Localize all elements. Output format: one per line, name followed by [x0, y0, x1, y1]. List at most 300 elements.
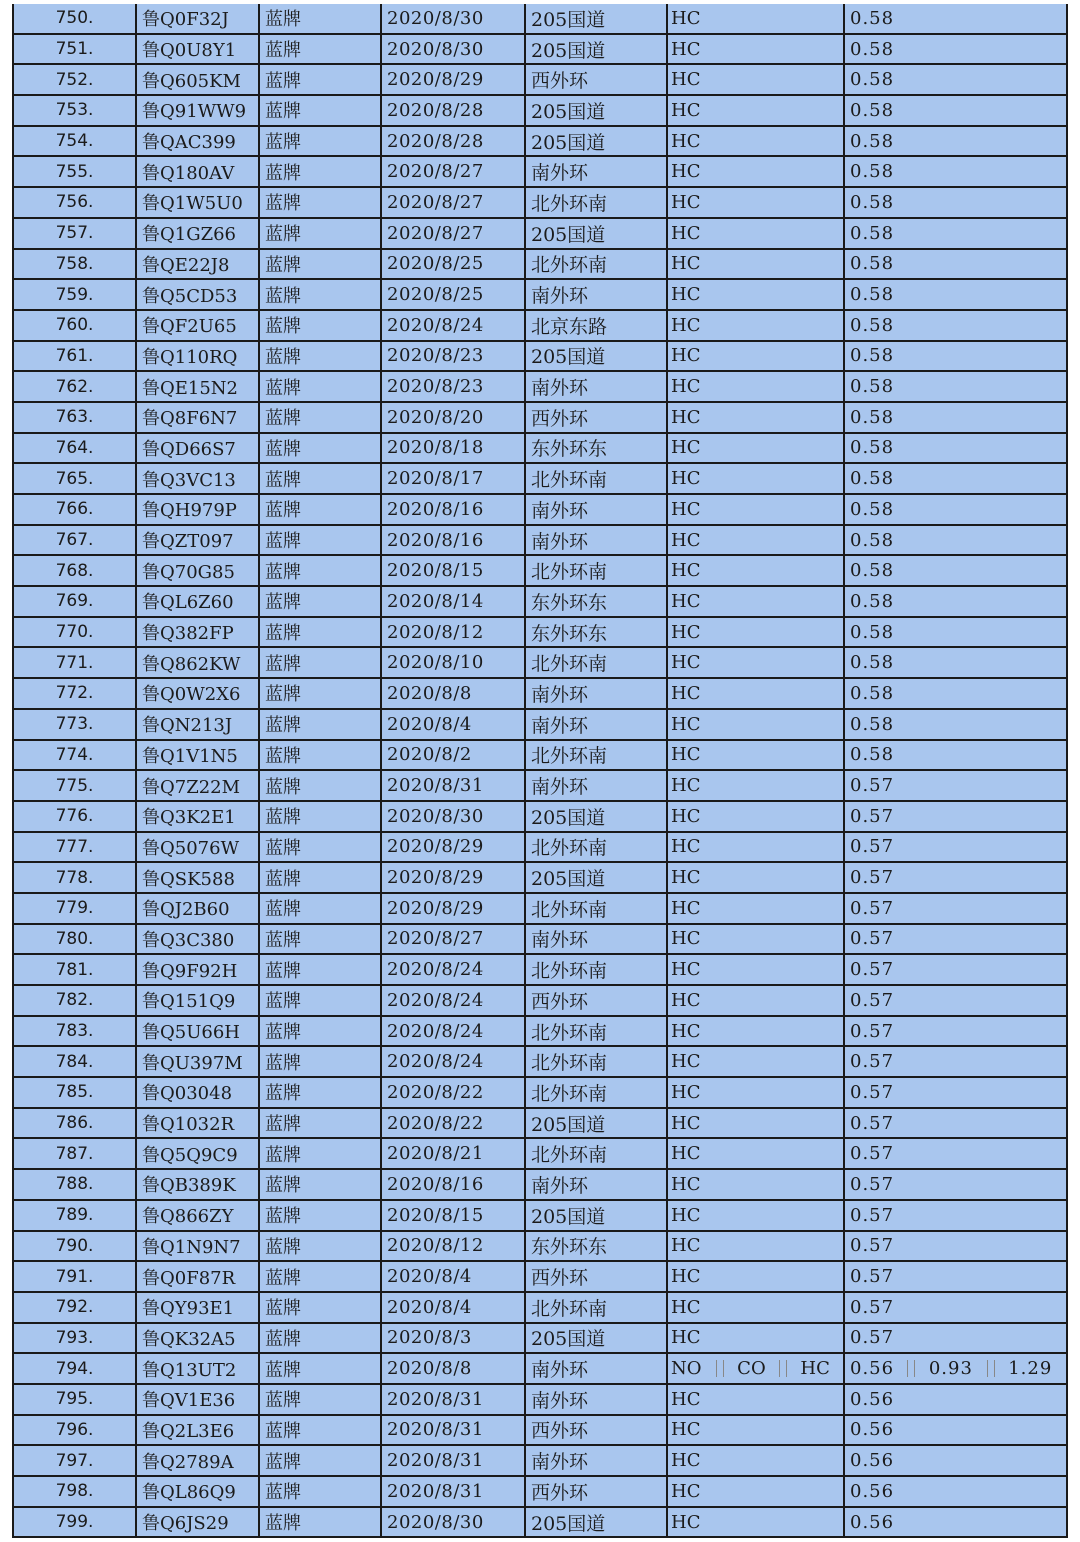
value-cell: 0.57 — [850, 1173, 895, 1195]
location-cell: 南外环 — [526, 495, 668, 524]
row-index-cell: 793. — [14, 1324, 137, 1353]
vehicle-emission-table — [12, 4, 1068, 1538]
row-index-cell: 781. — [14, 955, 137, 984]
table-row — [14, 618, 1066, 649]
pollutant-cell: HC — [668, 342, 845, 371]
table-row — [14, 710, 1066, 741]
table-row — [14, 986, 1066, 1017]
plate-number-cell: 鲁Q3C380 — [137, 925, 260, 954]
plate-color-cell: 蓝牌 — [260, 1477, 382, 1506]
plate-color-cell: 蓝牌 — [260, 1324, 382, 1353]
date-cell: 2020/8/30 — [382, 1508, 526, 1537]
value-cell: 0.57 — [850, 1235, 895, 1257]
sub-cell-divider — [907, 1360, 915, 1377]
location-cell: 205国道 — [526, 802, 668, 831]
value-cell — [845, 1354, 1066, 1383]
table-row — [14, 1262, 1066, 1293]
date-cell: 2020/8/24 — [382, 1017, 526, 1046]
value-cell: 0.57 — [850, 775, 895, 797]
plate-color-cell: 蓝牌 — [260, 648, 382, 677]
table-row — [14, 250, 1066, 281]
row-index-cell: 772. — [14, 679, 137, 708]
location-cell: 东外环东 — [526, 587, 668, 616]
value-cell: 0.57 — [850, 897, 895, 919]
location-cell: 西外环 — [526, 1262, 668, 1291]
row-index-cell: 757. — [14, 219, 137, 248]
row-index-cell: 792. — [14, 1293, 137, 1322]
table-row — [14, 157, 1066, 188]
pollutant-cell: HC — [668, 1139, 845, 1168]
table-row — [14, 188, 1066, 219]
date-cell: 2020/8/18 — [382, 434, 526, 463]
row-index-cell: 787. — [14, 1139, 137, 1168]
value-cell: 0.58 — [850, 744, 895, 766]
row-index-cell: 780. — [14, 925, 137, 954]
location-cell: 东外环东 — [526, 434, 668, 463]
plate-number-cell: 鲁QN213J — [137, 710, 260, 739]
row-index-cell: 759. — [14, 280, 137, 309]
value-cell: 0.58 — [850, 38, 895, 60]
plate-color-cell: 蓝牌 — [260, 833, 382, 862]
pollutant-cell: HC — [668, 1047, 845, 1076]
row-index-cell: 774. — [14, 741, 137, 770]
plate-number-cell: 鲁Q5Q9C9 — [137, 1139, 260, 1168]
date-cell: 2020/8/10 — [382, 648, 526, 677]
date-cell: 2020/8/23 — [382, 342, 526, 371]
value-cell: 0.57 — [850, 1020, 895, 1042]
plate-number-cell: 鲁QE15N2 — [137, 372, 260, 401]
row-index-cell: 769. — [14, 587, 137, 616]
row-index-cell: 770. — [14, 618, 137, 647]
pollutant-cell: HC — [668, 710, 845, 739]
plate-number-cell: 鲁Q5U66H — [137, 1017, 260, 1046]
plate-number-cell: 鲁Q3K2E1 — [137, 802, 260, 831]
location-cell: 西外环 — [526, 65, 668, 94]
value-cell: 0.57 — [850, 1051, 895, 1073]
row-index-cell: 797. — [14, 1446, 137, 1475]
date-cell: 2020/8/12 — [382, 618, 526, 647]
pollutant-cell: HC — [668, 1017, 845, 1046]
value-cell: 0.57 — [850, 1327, 895, 1349]
plate-number-cell: 鲁QAC399 — [137, 127, 260, 156]
plate-number-cell: 鲁Q0F87R — [137, 1262, 260, 1291]
value-cell: 0.58 — [850, 498, 895, 520]
plate-number-cell: 鲁QSK588 — [137, 863, 260, 892]
row-index-cell: 752. — [14, 65, 137, 94]
plate-number-cell: 鲁QY93E1 — [137, 1293, 260, 1322]
plate-number-cell: 鲁QL86Q9 — [137, 1477, 260, 1506]
table-row — [14, 280, 1066, 311]
pollutant-cell: HC — [668, 1416, 845, 1445]
location-cell: 205国道 — [526, 1324, 668, 1353]
value-cell: 0.58 — [850, 376, 895, 398]
date-cell: 2020/8/8 — [382, 679, 526, 708]
value-cell: 0.56 — [850, 1480, 895, 1502]
table-row — [14, 1017, 1066, 1048]
plate-number-cell: 鲁Q382FP — [137, 618, 260, 647]
plate-color-cell: 蓝牌 — [260, 1416, 382, 1445]
table-row — [14, 219, 1066, 250]
plate-color-cell: 蓝牌 — [260, 556, 382, 585]
location-cell: 南外环 — [526, 526, 668, 555]
value-cell: 0.57 — [850, 805, 895, 827]
plate-number-cell: 鲁Q9F92H — [137, 955, 260, 984]
date-cell: 2020/8/30 — [382, 4, 526, 33]
table-row — [14, 741, 1066, 772]
date-cell: 2020/8/27 — [382, 925, 526, 954]
plate-number-cell: 鲁QK32A5 — [137, 1324, 260, 1353]
plate-color-cell: 蓝牌 — [260, 894, 382, 923]
date-cell: 2020/8/29 — [382, 65, 526, 94]
plate-color-cell: 蓝牌 — [260, 1078, 382, 1107]
row-index-cell: 786. — [14, 1109, 137, 1138]
plate-color-cell: 蓝牌 — [260, 1139, 382, 1168]
plate-color-cell: 蓝牌 — [260, 863, 382, 892]
table-row — [14, 342, 1066, 373]
table-row — [14, 955, 1066, 986]
plate-number-cell: 鲁Q605KM — [137, 65, 260, 94]
table-row — [14, 802, 1066, 833]
plate-color-cell: 蓝牌 — [260, 311, 382, 340]
date-cell: 2020/8/4 — [382, 710, 526, 739]
plate-number-cell: 鲁QH979P — [137, 495, 260, 524]
value-cell: 0.58 — [850, 69, 895, 91]
location-cell: 西外环 — [526, 1416, 668, 1445]
sub-cell-divider — [779, 1360, 787, 1377]
pollutant-cell: HC — [668, 495, 845, 524]
plate-color-cell: 蓝牌 — [260, 587, 382, 616]
date-cell: 2020/8/31 — [382, 1446, 526, 1475]
location-cell: 205国道 — [526, 4, 668, 33]
pollutant-cell: HC — [668, 4, 845, 33]
table-row — [14, 4, 1066, 35]
location-cell: 北外环南 — [526, 894, 668, 923]
value-cell: 0.58 — [850, 253, 895, 275]
location-cell: 南外环 — [526, 1354, 668, 1383]
plate-number-cell: 鲁Q8F6N7 — [137, 403, 260, 432]
plate-number-cell: 鲁Q1W5U0 — [137, 188, 260, 217]
pollutant-cell: HC — [668, 863, 845, 892]
pollutant-cell: HC — [668, 1477, 845, 1506]
value-sub-cell: 0.93 — [928, 1358, 973, 1380]
pollutant-cell: HC — [668, 1508, 845, 1537]
value-cell: 0.57 — [850, 1266, 895, 1288]
date-cell: 2020/8/24 — [382, 955, 526, 984]
plate-color-cell: 蓝牌 — [260, 403, 382, 432]
plate-number-cell: 鲁Q0F32J — [137, 4, 260, 33]
plate-number-cell: 鲁Q03048 — [137, 1078, 260, 1107]
plate-number-cell: 鲁QL6Z60 — [137, 587, 260, 616]
pollutant-cell: HC — [668, 157, 845, 186]
location-cell: 205国道 — [526, 1508, 668, 1537]
row-index-cell: 771. — [14, 648, 137, 677]
plate-color-cell: 蓝牌 — [260, 771, 382, 800]
plate-color-cell: 蓝牌 — [260, 1354, 382, 1383]
location-cell: 205国道 — [526, 342, 668, 371]
date-cell: 2020/8/21 — [382, 1139, 526, 1168]
table-row — [14, 771, 1066, 802]
table-row — [14, 1232, 1066, 1263]
plate-color-cell: 蓝牌 — [260, 1047, 382, 1076]
location-cell: 北外环南 — [526, 1047, 668, 1076]
table-row — [14, 1293, 1066, 1324]
table-row — [14, 1385, 1066, 1416]
pollutant-cell: HC — [668, 250, 845, 279]
pollutant-cell: HC — [668, 1232, 845, 1261]
pollutant-cell: HC — [668, 526, 845, 555]
plate-color-cell: 蓝牌 — [260, 1508, 382, 1537]
location-cell: 西外环 — [526, 403, 668, 432]
location-cell: 南外环 — [526, 925, 668, 954]
table-row — [14, 894, 1066, 925]
plate-color-cell: 蓝牌 — [260, 219, 382, 248]
date-cell: 2020/8/30 — [382, 802, 526, 831]
date-cell: 2020/8/22 — [382, 1078, 526, 1107]
value-cell: 0.58 — [850, 652, 895, 674]
date-cell: 2020/8/27 — [382, 188, 526, 217]
value-cell: 0.57 — [850, 836, 895, 858]
row-index-cell: 762. — [14, 372, 137, 401]
plate-color-cell: 蓝牌 — [260, 35, 382, 64]
plate-number-cell: 鲁Q13UT2 — [137, 1354, 260, 1383]
table-row — [14, 495, 1066, 526]
table-row — [14, 1170, 1066, 1201]
value-cell: 0.58 — [850, 222, 895, 244]
table-row — [14, 403, 1066, 434]
plate-color-cell: 蓝牌 — [260, 618, 382, 647]
location-cell: 北外环南 — [526, 556, 668, 585]
pollutant-cell: HC — [668, 1385, 845, 1414]
date-cell: 2020/8/31 — [382, 771, 526, 800]
row-index-cell: 760. — [14, 311, 137, 340]
plate-color-cell: 蓝牌 — [260, 157, 382, 186]
plate-color-cell: 蓝牌 — [260, 495, 382, 524]
location-cell: 北外环南 — [526, 188, 668, 217]
row-index-cell: 753. — [14, 96, 137, 125]
plate-color-cell: 蓝牌 — [260, 188, 382, 217]
row-index-cell: 750. — [14, 4, 137, 33]
pollutant-cell: HC — [668, 955, 845, 984]
plate-number-cell: 鲁Q1GZ66 — [137, 219, 260, 248]
plate-number-cell: 鲁Q0W2X6 — [137, 679, 260, 708]
row-index-cell: 755. — [14, 157, 137, 186]
row-index-cell: 785. — [14, 1078, 137, 1107]
date-cell: 2020/8/16 — [382, 1170, 526, 1199]
value-sub-cell: 1.29 — [1008, 1358, 1053, 1380]
date-cell: 2020/8/27 — [382, 157, 526, 186]
table-row — [14, 1508, 1066, 1539]
value-cell: 0.57 — [850, 1204, 895, 1226]
pollutant-cell: HC — [668, 65, 845, 94]
row-index-cell: 765. — [14, 464, 137, 493]
pollutant-cell: HC — [668, 741, 845, 770]
row-index-cell: 796. — [14, 1416, 137, 1445]
plate-color-cell: 蓝牌 — [260, 1446, 382, 1475]
row-index-cell: 789. — [14, 1201, 137, 1230]
value-cell: 0.57 — [850, 867, 895, 889]
row-index-cell: 791. — [14, 1262, 137, 1291]
plate-color-cell: 蓝牌 — [260, 1201, 382, 1230]
plate-color-cell: 蓝牌 — [260, 1232, 382, 1261]
table-row — [14, 1139, 1066, 1170]
value-cell: 0.57 — [850, 959, 895, 981]
date-cell: 2020/8/15 — [382, 556, 526, 585]
value-cell: 0.58 — [850, 468, 895, 490]
location-cell: 205国道 — [526, 1201, 668, 1230]
location-cell: 南外环 — [526, 771, 668, 800]
row-index-cell: 794. — [14, 1354, 137, 1383]
value-cell: 0.57 — [850, 989, 895, 1011]
date-cell: 2020/8/3 — [382, 1324, 526, 1353]
location-cell: 北外环南 — [526, 1017, 668, 1046]
pollutant-cell: HC — [668, 96, 845, 125]
location-cell: 西外环 — [526, 986, 668, 1015]
value-cell: 0.58 — [850, 529, 895, 551]
row-index-cell: 775. — [14, 771, 137, 800]
pollutant-cell: HC — [668, 986, 845, 1015]
date-cell: 2020/8/16 — [382, 495, 526, 524]
table-row — [14, 833, 1066, 864]
pollutant-cell: HC — [668, 35, 845, 64]
table-row — [14, 311, 1066, 342]
plate-color-cell: 蓝牌 — [260, 526, 382, 555]
plate-color-cell: 蓝牌 — [260, 925, 382, 954]
plate-number-cell: 鲁Q862KW — [137, 648, 260, 677]
location-cell: 南外环 — [526, 679, 668, 708]
plate-number-cell: 鲁Q5CD53 — [137, 280, 260, 309]
pollutant-cell: HC — [668, 587, 845, 616]
table-row — [14, 1477, 1066, 1508]
location-cell: 南外环 — [526, 157, 668, 186]
location-cell: 北京东路 — [526, 311, 668, 340]
plate-color-cell: 蓝牌 — [260, 4, 382, 33]
pollutant-cell: HC — [668, 894, 845, 923]
pollutant-sub-cell: NO — [671, 1358, 702, 1380]
pollutant-cell: HC — [668, 833, 845, 862]
plate-number-cell: 鲁QE22J8 — [137, 250, 260, 279]
pollutant-cell: HC — [668, 556, 845, 585]
value-cell: 0.57 — [850, 1112, 895, 1134]
row-index-cell: 764. — [14, 434, 137, 463]
date-cell: 2020/8/31 — [382, 1477, 526, 1506]
location-cell: 北外环南 — [526, 741, 668, 770]
plate-number-cell: 鲁QV1E36 — [137, 1385, 260, 1414]
pollutant-cell: HC — [668, 1109, 845, 1138]
value-cell: 0.58 — [850, 99, 895, 121]
plate-number-cell: 鲁QD66S7 — [137, 434, 260, 463]
table-row — [14, 925, 1066, 956]
row-index-cell: 799. — [14, 1508, 137, 1537]
row-index-cell: 783. — [14, 1017, 137, 1046]
date-cell: 2020/8/29 — [382, 863, 526, 892]
value-cell: 0.58 — [850, 161, 895, 183]
table-row — [14, 679, 1066, 710]
value-cell: 0.58 — [850, 406, 895, 428]
row-index-cell: 756. — [14, 188, 137, 217]
pollutant-sub-cell: CO — [737, 1358, 766, 1380]
value-cell: 0.58 — [850, 560, 895, 582]
date-cell: 2020/8/25 — [382, 280, 526, 309]
value-cell: 0.56 — [850, 1511, 895, 1533]
table-row — [14, 1324, 1066, 1355]
row-index-cell: 763. — [14, 403, 137, 432]
table-row — [14, 65, 1066, 96]
pollutant-cell: HC — [668, 1324, 845, 1353]
location-cell: 南外环 — [526, 1446, 668, 1475]
table-row — [14, 434, 1066, 465]
pollutant-cell — [668, 1354, 845, 1383]
value-cell: 0.56 — [850, 1419, 895, 1441]
date-cell: 2020/8/23 — [382, 372, 526, 401]
plate-color-cell: 蓝牌 — [260, 464, 382, 493]
pollutant-cell: HC — [668, 434, 845, 463]
location-cell: 205国道 — [526, 863, 668, 892]
value-cell: 0.58 — [850, 284, 895, 306]
date-cell: 2020/8/12 — [382, 1232, 526, 1261]
pollutant-cell: HC — [668, 618, 845, 647]
plate-color-cell: 蓝牌 — [260, 955, 382, 984]
table-row — [14, 1078, 1066, 1109]
value-cell: 0.58 — [850, 437, 895, 459]
value-cell: 0.57 — [850, 1143, 895, 1165]
date-cell: 2020/8/27 — [382, 219, 526, 248]
plate-color-cell: 蓝牌 — [260, 1262, 382, 1291]
plate-number-cell: 鲁Q866ZY — [137, 1201, 260, 1230]
table-row — [14, 1354, 1066, 1385]
table-row — [14, 1109, 1066, 1140]
value-cell: 0.56 — [850, 1388, 895, 1410]
value-cell: 0.58 — [850, 621, 895, 643]
plate-number-cell: 鲁Q2789A — [137, 1446, 260, 1475]
plate-number-cell: 鲁QU397M — [137, 1047, 260, 1076]
value-cell: 0.57 — [850, 1081, 895, 1103]
date-cell: 2020/8/8 — [382, 1354, 526, 1383]
row-index-cell: 784. — [14, 1047, 137, 1076]
date-cell: 2020/8/24 — [382, 311, 526, 340]
plate-number-cell: 鲁Q5076W — [137, 833, 260, 862]
plate-number-cell: 鲁QZT097 — [137, 526, 260, 555]
plate-color-cell: 蓝牌 — [260, 434, 382, 463]
value-cell: 0.58 — [850, 345, 895, 367]
date-cell: 2020/8/4 — [382, 1293, 526, 1322]
row-index-cell: 761. — [14, 342, 137, 371]
pollutant-cell: HC — [668, 1078, 845, 1107]
pollutant-cell: HC — [668, 372, 845, 401]
date-cell: 2020/8/14 — [382, 587, 526, 616]
plate-number-cell: 鲁Q91WW9 — [137, 96, 260, 125]
location-cell: 北外环南 — [526, 1293, 668, 1322]
value-cell: 0.58 — [850, 191, 895, 213]
row-index-cell: 767. — [14, 526, 137, 555]
date-cell: 2020/8/4 — [382, 1262, 526, 1291]
value-cell: 0.57 — [850, 928, 895, 950]
pollutant-cell: HC — [668, 188, 845, 217]
location-cell: 205国道 — [526, 127, 668, 156]
plate-number-cell: 鲁Q0U8Y1 — [137, 35, 260, 64]
plate-color-cell: 蓝牌 — [260, 280, 382, 309]
table-row — [14, 587, 1066, 618]
row-index-cell: 777. — [14, 833, 137, 862]
plate-number-cell: 鲁Q2L3E6 — [137, 1416, 260, 1445]
sub-cell-divider — [987, 1360, 995, 1377]
location-cell: 西外环 — [526, 1477, 668, 1506]
plate-number-cell: 鲁QB389K — [137, 1170, 260, 1199]
plate-number-cell: 鲁Q3VC13 — [137, 464, 260, 493]
plate-number-cell: 鲁Q1032R — [137, 1109, 260, 1138]
pollutant-cell: HC — [668, 1201, 845, 1230]
plate-number-cell: 鲁QF2U65 — [137, 311, 260, 340]
location-cell: 205国道 — [526, 96, 668, 125]
